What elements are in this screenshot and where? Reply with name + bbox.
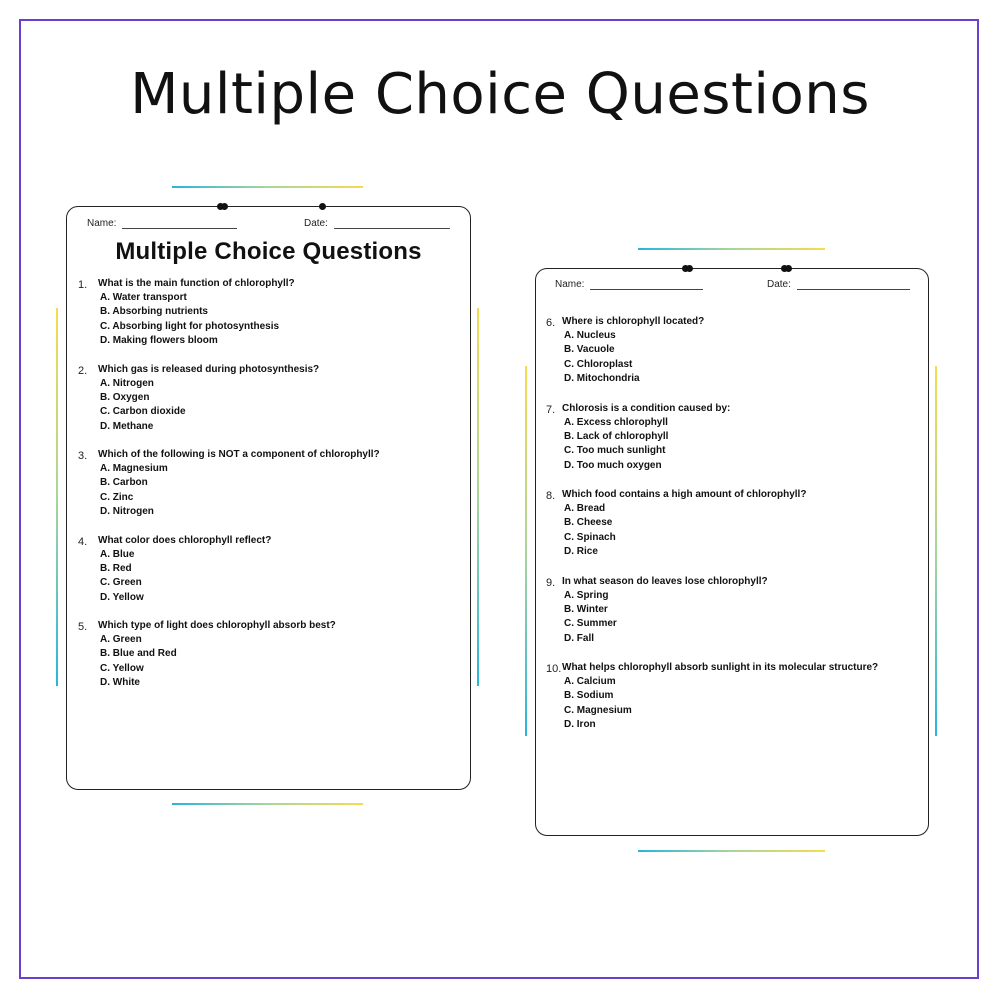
answer-option[interactable]: B. Carbon	[100, 477, 148, 489]
question-number: 7.	[546, 403, 556, 416]
answer-options	[564, 416, 668, 474]
answer-option[interactable]: D. Methane	[100, 420, 154, 432]
answer-option[interactable]: D. Making flowers bloom	[100, 335, 218, 347]
binder-ring-icon	[781, 265, 788, 272]
decor-line-left-inner	[477, 308, 479, 686]
date-label: Date:	[767, 279, 791, 290]
answer-option[interactable]: B. Absorbing nutrients	[100, 306, 208, 318]
question-text: Where is chlorophyll located?	[562, 316, 705, 327]
decor-line-left-outer	[56, 308, 58, 686]
worksheet-page-2	[535, 268, 929, 836]
answer-option[interactable]: A. Spring	[564, 589, 609, 601]
answer-options	[564, 589, 617, 647]
question-text: Which gas is released during photosynthesis?	[98, 363, 320, 375]
answer-option[interactable]: B. Cheese	[564, 517, 613, 529]
worksheet-title: Multiple Choice Questions	[115, 238, 422, 265]
answer-option[interactable]: C. Too much sunlight	[564, 445, 666, 457]
answer-option[interactable]: D. Iron	[564, 719, 596, 731]
question-text: Which of the following is NOT a component of chlorophyll?	[98, 449, 380, 460]
decor-line-right-inner	[525, 366, 527, 736]
answer-option[interactable]: D. Nitrogen	[100, 506, 154, 518]
decor-line-bottom-right	[638, 850, 825, 852]
answer-option[interactable]: A. Bread	[564, 503, 606, 514]
date-field[interactable]	[767, 279, 910, 290]
answer-options	[564, 675, 632, 733]
answer-option[interactable]: A. Blue	[100, 548, 135, 560]
answer-option[interactable]: B. Sodium	[564, 690, 614, 702]
decor-line-top-left	[172, 186, 363, 188]
answer-option[interactable]: D. Fall	[564, 632, 595, 644]
worksheet-page-1	[66, 206, 471, 790]
name-line	[122, 227, 237, 229]
question-number: 10.	[546, 663, 562, 675]
answer-option[interactable]: D. White	[100, 677, 140, 689]
answer-options	[564, 502, 616, 560]
answer-option[interactable]: D. Rice	[564, 546, 598, 558]
answer-option[interactable]: B. Lack of chlorophyll	[564, 430, 669, 442]
name-line	[590, 288, 703, 290]
answer-option[interactable]: A. Water transport	[100, 292, 187, 303]
question-text: What color does chlorophyll reflect?	[98, 534, 272, 546]
answer-option[interactable]: B. Vacuole	[564, 344, 615, 356]
answer-option[interactable]: A. Nitrogen	[100, 377, 154, 389]
decor-line-bottom-left	[172, 803, 363, 805]
answer-option[interactable]: A. Calcium	[564, 676, 616, 687]
date-label: Date:	[304, 218, 328, 229]
page-title: Multiple Choice Questions	[130, 62, 870, 127]
answer-option[interactable]: D. Too much oxygen	[564, 459, 662, 471]
question-number: 4.	[78, 535, 88, 548]
answer-options	[100, 462, 168, 520]
question-number: 2.	[78, 364, 88, 377]
answer-option[interactable]: B. Winter	[564, 603, 608, 615]
decor-line-right-outer	[935, 366, 937, 736]
name-label: Name:	[87, 218, 117, 229]
answer-option[interactable]: C. Zinc	[100, 491, 134, 503]
question-number: 8.	[546, 490, 556, 502]
question-number: 9.	[546, 576, 556, 589]
answer-option[interactable]: C. Spinach	[564, 531, 616, 543]
question-text: What is the main function of chlorophyll?	[98, 278, 295, 289]
date-field[interactable]	[304, 218, 450, 229]
question-number: 1.	[78, 279, 88, 291]
answer-option[interactable]: D. Mitochondria	[564, 373, 640, 385]
answer-option[interactable]: C. Absorbing light for photosynthesis	[100, 320, 280, 332]
date-line	[334, 227, 450, 229]
question-text: Chlorosis is a condition caused by:	[562, 402, 731, 414]
answer-options	[100, 548, 144, 606]
answer-option[interactable]: C. Summer	[564, 618, 617, 630]
question-text: In what season do leaves lose chlorophyll?	[562, 575, 768, 587]
answer-option[interactable]: C. Chloroplast	[564, 358, 633, 370]
answer-option[interactable]: C. Magnesium	[564, 704, 632, 716]
answer-option[interactable]: A. Green	[100, 634, 142, 645]
question-number: 5.	[78, 621, 88, 633]
answer-option[interactable]: A. Nucleus	[564, 330, 616, 341]
answer-option[interactable]: A. Magnesium	[100, 463, 168, 474]
name-label: Name:	[555, 279, 585, 290]
answer-options	[100, 377, 186, 435]
answer-options	[100, 291, 279, 349]
date-line	[797, 288, 910, 290]
name-field[interactable]	[87, 218, 237, 229]
answer-options	[564, 329, 640, 387]
question-text: What helps chlorophyll absorb sunlight in its molecular structure?	[562, 662, 879, 673]
decor-line-top-right	[638, 248, 825, 250]
answer-option[interactable]: C. Carbon dioxide	[100, 406, 186, 418]
answer-option[interactable]: B. Oxygen	[100, 391, 150, 403]
question-text: Which food contains a high amount of chlorophyll?	[562, 489, 807, 500]
answer-options	[100, 633, 177, 691]
binder-ring-icon	[319, 203, 326, 210]
answer-option[interactable]: D. Yellow	[100, 591, 144, 603]
answer-option[interactable]: B. Blue and Red	[100, 648, 177, 660]
binder-ring-icon	[217, 203, 224, 210]
binder-ring-icon	[682, 265, 689, 272]
answer-option[interactable]: C. Yellow	[100, 662, 144, 674]
name-field[interactable]	[555, 279, 703, 290]
answer-option[interactable]: B. Red	[100, 562, 132, 574]
question-number: 6.	[546, 317, 556, 329]
question-text: Which type of light does chlorophyll absorb best?	[98, 620, 336, 631]
answer-option[interactable]: C. Green	[100, 577, 142, 589]
question-number: 3.	[78, 450, 88, 462]
answer-option[interactable]: A. Excess chlorophyll	[564, 416, 668, 428]
